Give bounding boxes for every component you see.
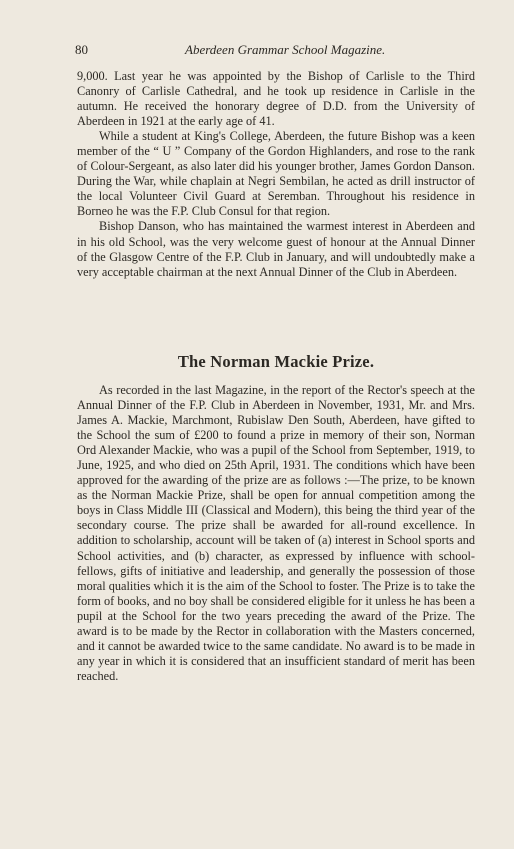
running-title: Aberdeen Grammar School Magazine. (185, 42, 386, 57)
prize-paragraph: As recorded in the last Magazine, in the report of the Rector's speech at the Annual Dinner of the F.P. Club in Aberdeen in November, 1931, Mr. and Mrs. James A. Mackie, Marchmont, Rubislaw Den South, Aberdeen, have gifted to the School the sum of £200 to found a prize in memory of their son, Norman Ord Alexander Mackie, who was a pupil of the School from September, 1919, to June, 1925, and who died on 25th April, 1931. The conditions which have been approved for the awarding of the prize are as follows :—The prize, to be known as the Norman Mackie Prize, shall be open for annual competition among the boys in Class Middle III (Classical and Modern), this being the third year of the secondary course. The prize shall be awarded for all-round excellence. In addition to scholarship, account will be taken of (a) interest in School sports and School activities, and (b) character, as expressed by influence with school-fellows, gifts of initiative and leadership, and generally the possession of those moral qualities which it is the aim of the School to foster. The Prize is to take the form of books, and no boy shall be considered eligible for it unless he has been a pupil at the School for the two years preceding the award of the Prize. The award is to be made by the Rector in collaboration with the Masters concerned, and it cannot be awarded twice to the same candidate. No award is to be made in any year in which it is considered that an insufficient standard of merit has been reached. (77, 383, 475, 683)
page-header (75, 42, 475, 62)
article-continuation (77, 69, 475, 280)
prize-section (77, 383, 475, 684)
paragraph-continuation: 9,000. Last year he was appointed by the Bishop of Carlisle to the Third Canonry of Carlisle Cathedral, and he took up residence in Carlisle in the autumn. He received the honorary degree of D.D. from the University of Aberdeen in 1921 at the early age of 41. (77, 69, 475, 129)
paragraph-bishop-danson: Bishop Danson, who has maintained the warmest interest in Aberdeen and in his old School, was the very welcome guest of honour at the Annual Dinner of the Glasgow Centre of the F.P. Club in January, and will undoubtedly make a very acceptable chairman at the next Annual Dinner of the Club in Aberdeen. (77, 219, 475, 279)
section-heading: The Norman Mackie Prize. (177, 352, 375, 371)
page-number: 80 (75, 42, 88, 57)
paragraph-kings-college: While a student at King's College, Aberdeen, the future Bishop was a keen member of the “ U ” Company of the Gordon Highlanders, and rose to the rank of Colour-Sergeant, as also later did his younger brother, James Gordon Danson. During the War, while chaplain at Negri Sembilan, he acted as drill instructor of the local Volunteer Civil Guard at Seremban. Throughout his residence in Borneo he was the F.P. Club Consul for that region. (77, 129, 475, 219)
